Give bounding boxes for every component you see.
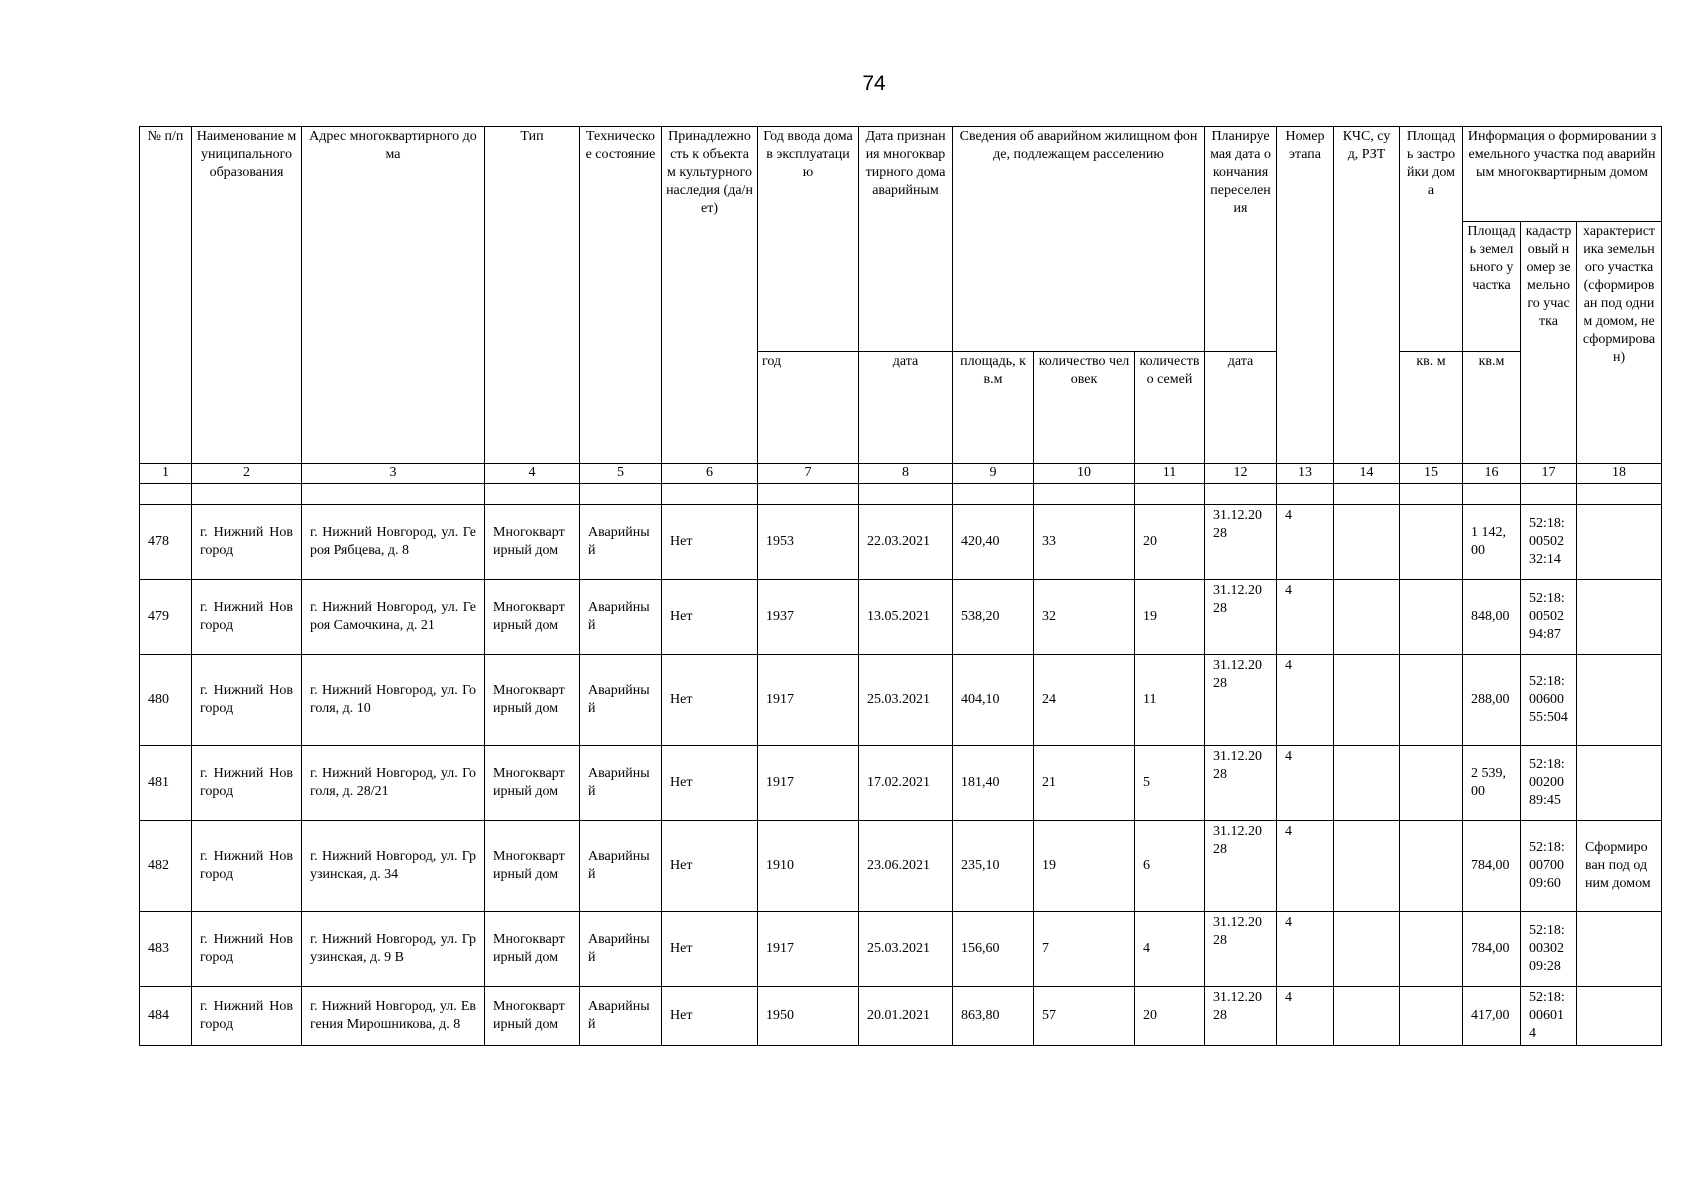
stage-number: 4: [1277, 580, 1334, 655]
heritage-status: Нет: [662, 987, 758, 1046]
people-count: 21: [1034, 746, 1135, 821]
row-number: 479: [140, 580, 192, 655]
people-count: 32: [1034, 580, 1135, 655]
column-number: 10: [1034, 464, 1135, 484]
heritage-status: Нет: [662, 655, 758, 746]
land-area: 1 142,00: [1463, 505, 1521, 580]
technical-state: Аварийный: [580, 505, 662, 580]
emergency-housing-table: [139, 126, 1662, 1046]
header-sub-end-date: дата: [1205, 352, 1277, 464]
technical-state: Аварийный: [580, 746, 662, 821]
heritage-status: Нет: [662, 746, 758, 821]
header-col-9-11: Сведения об аварийном жилищном фонде, подлежащем расселению: [953, 127, 1205, 352]
family-count: 4: [1135, 912, 1205, 987]
address: г. Нижний Новгород, ул. Грузинская, д. 34: [302, 821, 485, 912]
kchs-court-rzt: [1334, 821, 1400, 912]
column-number: 1: [140, 464, 192, 484]
resettlement-end-date: 31.12.2028: [1205, 912, 1277, 987]
address: г. Нижний Новгород, ул. Гоголя, д. 28/21: [302, 746, 485, 821]
table-header: [140, 127, 1662, 505]
family-count: 6: [1135, 821, 1205, 912]
header-col-16-18: Информация о формировании земельного участка под аварийным многоквартирным домом: [1463, 127, 1662, 222]
column-number: 13: [1277, 464, 1334, 484]
municipality: г. Нижний Новгород: [192, 987, 302, 1046]
header-col-16: Площадь земельного участка: [1463, 222, 1521, 352]
heritage-status: Нет: [662, 505, 758, 580]
house-type: Многоквартирный дом: [485, 821, 580, 912]
technical-state: Аварийный: [580, 987, 662, 1046]
header-col-6: Принадлежность к объектам культурного наследия (да/нет): [662, 127, 758, 464]
table-row: [140, 655, 1662, 746]
kchs-court-rzt: [1334, 912, 1400, 987]
built-area: [1400, 912, 1463, 987]
built-area: [1400, 505, 1463, 580]
header-col-2: Наименование муниципального образования: [192, 127, 302, 464]
resettlement-end-date: 31.12.2028: [1205, 821, 1277, 912]
column-number: 6: [662, 464, 758, 484]
cadastral-number: 52:18:0070009:60: [1521, 821, 1577, 912]
people-count: 24: [1034, 655, 1135, 746]
land-area: 784,00: [1463, 821, 1521, 912]
column-number: 4: [485, 464, 580, 484]
row-number: 478: [140, 505, 192, 580]
stage-number: 4: [1277, 655, 1334, 746]
row-number: 481: [140, 746, 192, 821]
emergency-date: 23.06.2021: [859, 821, 953, 912]
resettlement-end-date: 31.12.2028: [1205, 987, 1277, 1046]
house-type: Многоквартирный дом: [485, 655, 580, 746]
header-col-15: Площадь застройки дома: [1400, 127, 1463, 352]
commission-year: 1917: [758, 912, 859, 987]
column-number: 7: [758, 464, 859, 484]
emergency-date: 20.01.2021: [859, 987, 953, 1046]
table-row: [140, 821, 1662, 912]
header-col-13: Номер этапа: [1277, 127, 1334, 464]
emergency-date: 25.03.2021: [859, 655, 953, 746]
family-count: 20: [1135, 987, 1205, 1046]
column-number: 5: [580, 464, 662, 484]
built-area: [1400, 987, 1463, 1046]
family-count: 20: [1135, 505, 1205, 580]
emergency-area: 181,40: [953, 746, 1034, 821]
column-number: 18: [1577, 464, 1662, 484]
land-area: 848,00: [1463, 580, 1521, 655]
column-number: 12: [1205, 464, 1277, 484]
municipality: г. Нижний Новгород: [192, 580, 302, 655]
technical-state: Аварийный: [580, 655, 662, 746]
emergency-area: 863,80: [953, 987, 1034, 1046]
emergency-date: 25.03.2021: [859, 912, 953, 987]
built-area: [1400, 821, 1463, 912]
column-number-row: [140, 464, 1662, 484]
municipality: г. Нижний Новгород: [192, 912, 302, 987]
land-characteristic: [1577, 987, 1662, 1046]
emergency-area: 420,40: [953, 505, 1034, 580]
commission-year: 1953: [758, 505, 859, 580]
spacer-row: [140, 484, 1662, 505]
built-area: [1400, 655, 1463, 746]
land-area: 784,00: [1463, 912, 1521, 987]
kchs-court-rzt: [1334, 987, 1400, 1046]
header-sub-families: количество семей: [1135, 352, 1205, 464]
heritage-status: Нет: [662, 912, 758, 987]
address: г. Нижний Новгород, ул. Евгения Мирошникова, д. 8: [302, 987, 485, 1046]
address: г. Нижний Новгород, ул. Героя Самочкина, д. 21: [302, 580, 485, 655]
family-count: 5: [1135, 746, 1205, 821]
column-number: 11: [1135, 464, 1205, 484]
land-area: 417,00: [1463, 987, 1521, 1046]
header-sub-date: дата: [859, 352, 953, 464]
cadastral-number: 52:18:0020089:45: [1521, 746, 1577, 821]
row-number: 483: [140, 912, 192, 987]
land-characteristic: [1577, 580, 1662, 655]
header-sub-year: год: [758, 352, 859, 464]
house-type: Многоквартирный дом: [485, 505, 580, 580]
land-characteristic: [1577, 655, 1662, 746]
commission-year: 1937: [758, 580, 859, 655]
land-area: 2 539,00: [1463, 746, 1521, 821]
cadastral-number: 52:18:0060055:504: [1521, 655, 1577, 746]
commission-year: 1910: [758, 821, 859, 912]
row-number: 484: [140, 987, 192, 1046]
header-col-18: характеристика земельного участка (сформирован под одним домом, не сформирован): [1577, 222, 1662, 464]
commission-year: 1917: [758, 746, 859, 821]
resettlement-end-date: 31.12.2028: [1205, 746, 1277, 821]
resettlement-end-date: 31.12.2028: [1205, 505, 1277, 580]
stage-number: 4: [1277, 912, 1334, 987]
house-type: Многоквартирный дом: [485, 987, 580, 1046]
stage-number: 4: [1277, 505, 1334, 580]
technical-state: Аварийный: [580, 821, 662, 912]
commission-year: 1950: [758, 987, 859, 1046]
emergency-area: 156,60: [953, 912, 1034, 987]
emergency-area: 235,10: [953, 821, 1034, 912]
address: г. Нижний Новгород, ул. Гоголя, д. 10: [302, 655, 485, 746]
kchs-court-rzt: [1334, 580, 1400, 655]
table-row: [140, 912, 1662, 987]
emergency-area: 404,10: [953, 655, 1034, 746]
column-number: 3: [302, 464, 485, 484]
kchs-court-rzt: [1334, 655, 1400, 746]
emergency-date: 13.05.2021: [859, 580, 953, 655]
heritage-status: Нет: [662, 580, 758, 655]
address: г. Нижний Новгород, ул. Героя Рябцева, д. 8: [302, 505, 485, 580]
cadastral-number: 52:18:0050294:87: [1521, 580, 1577, 655]
stage-number: 4: [1277, 821, 1334, 912]
emergency-date: 22.03.2021: [859, 505, 953, 580]
emergency-date: 17.02.2021: [859, 746, 953, 821]
table-body: [140, 505, 1662, 1046]
cadastral-number: 52:18:0050232:14: [1521, 505, 1577, 580]
kchs-court-rzt: [1334, 746, 1400, 821]
built-area: [1400, 746, 1463, 821]
header-col-1: № п/п: [140, 127, 192, 464]
table-row: [140, 505, 1662, 580]
row-number: 480: [140, 655, 192, 746]
header-col-12: Планируемая дата окончания переселения: [1205, 127, 1277, 352]
emergency-area: 538,20: [953, 580, 1034, 655]
header-col-7: Год ввода дома в эксплуатацию: [758, 127, 859, 352]
header-col-17: кадастровый номер земельного участка: [1521, 222, 1577, 464]
column-number: 2: [192, 464, 302, 484]
municipality: г. Нижний Новгород: [192, 655, 302, 746]
people-count: 33: [1034, 505, 1135, 580]
built-area: [1400, 580, 1463, 655]
column-number: 9: [953, 464, 1034, 484]
header-col-14: КЧС, суд, РЗТ: [1334, 127, 1400, 464]
land-characteristic: [1577, 912, 1662, 987]
column-number: 8: [859, 464, 953, 484]
resettlement-end-date: 31.12.2028: [1205, 580, 1277, 655]
header-col-4: Тип: [485, 127, 580, 464]
people-count: 19: [1034, 821, 1135, 912]
land-characteristic: Сформирован под одним домом: [1577, 821, 1662, 912]
header-sub-land-area: кв.м: [1463, 352, 1521, 464]
family-count: 11: [1135, 655, 1205, 746]
people-count: 7: [1034, 912, 1135, 987]
house-type: Многоквартирный дом: [485, 912, 580, 987]
stage-number: 4: [1277, 987, 1334, 1046]
header-col-8: Дата признания многоквартирного дома аварийным: [859, 127, 953, 352]
column-number: 15: [1400, 464, 1463, 484]
address: г. Нижний Новгород, ул. Грузинская, д. 9 В: [302, 912, 485, 987]
header-col-5: Техническое состояние: [580, 127, 662, 464]
resettlement-end-date: 31.12.2028: [1205, 655, 1277, 746]
commission-year: 1917: [758, 655, 859, 746]
cadastral-number: 52:18:006014: [1521, 987, 1577, 1046]
technical-state: Аварийный: [580, 912, 662, 987]
header-sub-built-area: кв. м: [1400, 352, 1463, 464]
land-characteristic: [1577, 505, 1662, 580]
heritage-status: Нет: [662, 821, 758, 912]
table-row: [140, 580, 1662, 655]
house-type: Многоквартирный дом: [485, 746, 580, 821]
column-number: 14: [1334, 464, 1400, 484]
family-count: 19: [1135, 580, 1205, 655]
header-col-3: Адрес многоквартирного дома: [302, 127, 485, 464]
municipality: г. Нижний Новгород: [192, 505, 302, 580]
header-sub-area: площадь, кв.м: [953, 352, 1034, 464]
people-count: 57: [1034, 987, 1135, 1046]
table-row: [140, 746, 1662, 821]
kchs-court-rzt: [1334, 505, 1400, 580]
row-number: 482: [140, 821, 192, 912]
page-number: 74: [862, 72, 886, 95]
land-characteristic: [1577, 746, 1662, 821]
house-type: Многоквартирный дом: [485, 580, 580, 655]
cadastral-number: 52:18:0030209:28: [1521, 912, 1577, 987]
table-row: [140, 987, 1662, 1046]
land-area: 288,00: [1463, 655, 1521, 746]
municipality: г. Нижний Новгород: [192, 821, 302, 912]
column-number: 16: [1463, 464, 1521, 484]
municipality: г. Нижний Новгород: [192, 746, 302, 821]
column-number: 17: [1521, 464, 1577, 484]
technical-state: Аварийный: [580, 580, 662, 655]
stage-number: 4: [1277, 746, 1334, 821]
header-sub-people: количество человек: [1034, 352, 1135, 464]
